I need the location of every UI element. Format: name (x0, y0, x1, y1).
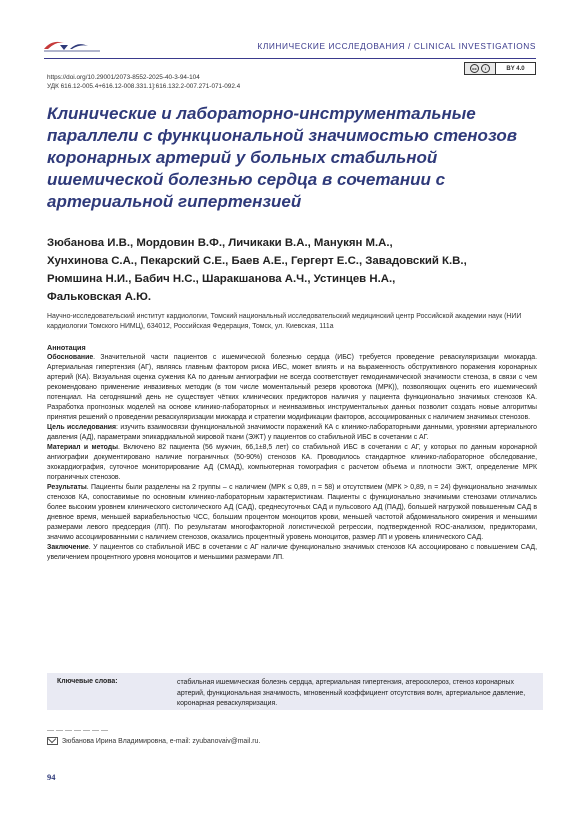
aim-label: Цель исследования (47, 424, 117, 431)
keywords-box (47, 673, 543, 710)
methods-label: Материал и методы (47, 444, 118, 451)
conclusion-label: Заключение (47, 544, 89, 551)
abstract-heading: Аннотация (47, 343, 86, 352)
correspondence (47, 737, 260, 745)
keywords-text: стабильная ишемическая болезнь сердца, артериальная гипертензия, атеросклероз, стеноз коронарных артерий, функциональная значимость, мгновенный коэффициент отсутствия волн, артериальное давление, коронарная реваскуляризация. (177, 679, 526, 707)
cc-icon: cc i (465, 63, 496, 74)
license-label: BY 4.0 (496, 63, 535, 74)
footnote-divider: ——————— (47, 727, 110, 734)
doi-link[interactable]: https://doi.org/10.29001/2073-8552-2025-40-3-94-104 (47, 74, 200, 81)
abstract-methods (47, 443, 537, 483)
page-number: 94 (47, 772, 56, 782)
abstract-aim (47, 423, 537, 443)
results-text: . Пациенты были разделены на 2 группы – с наличием (МРК ≤ 0,89, n = 58) и отсутствием (МРК > 0,89, n = 24) функционально значимых стенозов КА, сопоставимые по основным клинико-лабораторным характеристикам. Пациенты с функционально значимыми стенозами отличались более высоким уровнем клинического систолического АД (САД), среднесуточных САД и пульсового АД (ПАД), большей нагрузкой повышенным САД в дневное время, меньшей вариабельностью ЧСС, большим процентом моноцитов крови, меньшей частотой абдоминального ожирения и меньшими размерами левого предсердия (ЛП). По результатам многофакторной логистической регрессии, подтвержденной ROC-анализом, предикторами, значимо ассоциированными с наличием стенозов, оказались процентный уровень моноцитов, размер ЛП и уровень клинического САД. (47, 484, 537, 541)
author-line: Рюмшина Н.И., Бабич Н.С., Шаракшанова А.Ч., Устинцев Н.А., (47, 273, 396, 285)
abstract (47, 343, 537, 563)
header-divider (44, 58, 536, 59)
conclusion-text: . У пациентов со стабильной ИБС в сочетании с АГ наличие функционально значимых стенозов КА ассоциировано с повышением САД, увеличением процентного уровня моноцитов и меньшими размерами ЛП. (47, 544, 537, 561)
keywords-label: Ключевые слова: (57, 678, 118, 685)
udk-code: УДК 616.12-005.4+616.12-008.331.1]:616.132.2-007.271-071-092.4 (47, 83, 241, 90)
author-line: Хунхинова С.А., Пекарский С.Е., Баев А.Е., Гергерт Е.С., Завадовский К.В., (47, 255, 467, 267)
methods-text: . Включено 82 пациента (56 мужчин, 66,1±8,5 лет) со стабильной ИБС в сочетании с АГ, у которых по данным коронарной ангиографии документировано наличие пограничных (50-90%) стенозов КА. Проводилось стандартное клинико-лабораторное обследование, эхокардиография, суточное мониторирование АД (СМАД), компьютерная томография с расчетом объема и плотности ЭЖТ, определение МРК пограничных стенозов. (47, 444, 537, 481)
abstract-conclusion (47, 543, 537, 563)
results-label: Результаты (47, 484, 87, 491)
author-line: Фальковская А.Ю. (47, 291, 152, 303)
background-text: . Значительной части пациентов с ишемической болезнью сердца (ИБС) требуется проведение реваскуляризации миокарда. Артериальная гипертензия (АГ), являясь главным фактором риска ИБС, может влиять и на выраженность обструктивного поражения коронарных артерий (КА). Визуальная оценка сужения КА по данным ангиографии не всегда соответствует гемодинамической значимости стеноза, в связи с чем рекомендовано применение инвазивных методик (в том числе моментальный резерв кровотока (МРК)), позволяющих оценить его ишемический потенциал. На сегодняшний день не существует чётких клинических предикторов наличия у пациента функционально значимых стенозов КА. Разработка прогнозных моделей на основе клинико-лабораторных и неинвазивных инструментальных данных позволит создать новые алгоритмы принятия решений о проведении реваскуляризации миокарда и стратегии модификации факторов, ассоциированных с наличием значимых стенозов. (47, 354, 537, 421)
author-line: Зюбанова И.В., Мордовин В.Ф., Личикаки В.А., Манукян М.А., (47, 237, 393, 249)
journal-logo (42, 37, 102, 53)
abstract-background (47, 353, 537, 423)
correspondence-text[interactable]: Зюбанова Ирина Владимировна, e-mail: zyubanovaiv@mail.ru. (62, 737, 261, 745)
envelope-icon (47, 737, 58, 745)
author-list (47, 234, 537, 306)
abstract-results (47, 483, 537, 543)
journal-section-header: КЛИНИЧЕСКИЕ ИССЛЕДОВАНИЯ / CLINICAL INVESTIGATIONS (257, 41, 536, 51)
article-title: Клинические и лабораторно-инструментальные параллели с функциональной значимостью стенозов коронарных артерий у больных стабильной ишемической болезнью сердца в сочетании с артериальной гипертензией (47, 104, 518, 211)
affiliation: Научно-исследовательский институт кардиологии, Томский национальный исследовательский медицинский центр Российской академии наук (НИИ кардиологии Томского НИМЦ), 634012, Российская Федерация, Томск, ул. Киевская, 111а (47, 313, 522, 330)
background-label: Обоснование (47, 354, 94, 361)
aim-text: : изучить взаимосвязи функциональной значимости поражений КА с клинико-лабораторными данными, уровнями артериального давления (АД), параметрами эпикардиальной жировой ткани (ЭЖТ) у пациентов со стабильной ИБС в сочетании с АГ. (47, 424, 538, 441)
identifiers (47, 73, 240, 91)
license-badge[interactable] (464, 62, 536, 75)
